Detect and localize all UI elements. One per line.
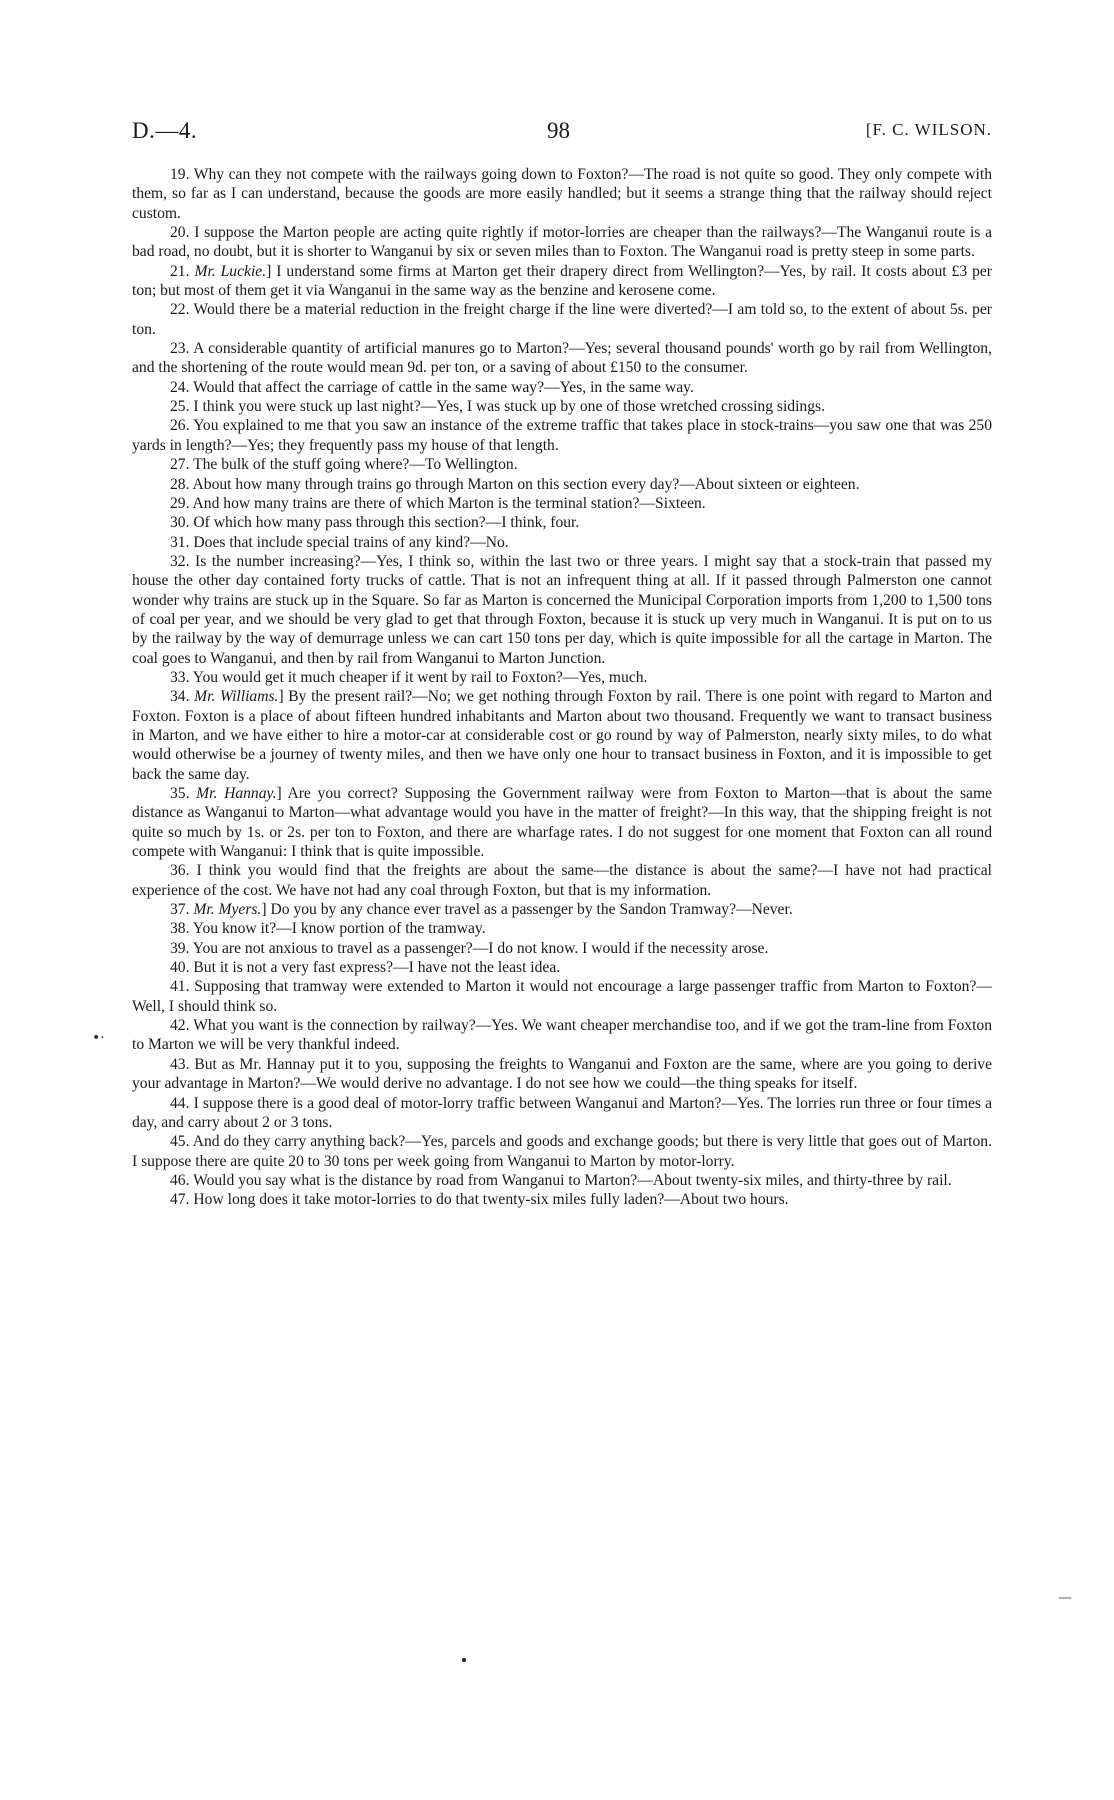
- footer-dot: [462, 1658, 466, 1662]
- question-answer-paragraph: [132, 977, 992, 1016]
- question-answer-paragraph: [132, 262, 992, 301]
- paragraph-text: 46. Would you say what is the distance by road from Wanganui to Marton?—About twenty-six miles, and thirty-three by rail.: [170, 1171, 952, 1189]
- testimony-body: [132, 165, 992, 1210]
- paragraph-text: ] By the present rail?—No; we get nothing through Foxton by rail. There is one point with regard to Marton and Foxton. Foxton is a place of about fifteen hundred inhabitants and Marton about two thousand. Frequently we want to transact business in Marton, and we have either to hire a motor-car at considerable cost or go round by way of Palmerston, nearly sixty miles, to do what would otherwise be a journey of twenty miles, and then we have only one hour to transact business in Foxton, and it is impossible to get back the same day.: [132, 688, 993, 783]
- paragraph-text: 22. Would there be a material reduction in the freight charge if the line were diverted?—I am told so, to the extent of about 5s. per ton.: [132, 301, 992, 338]
- paragraph-text: 38. You know it?—I know portion of the tramway.: [170, 920, 486, 938]
- page-header: [132, 118, 992, 148]
- question-answer-paragraph: [132, 397, 992, 416]
- question-number: 37.: [170, 901, 194, 919]
- question-answer-paragraph: [132, 939, 992, 958]
- paragraph-text: 20. I suppose the Marton people are acting quite rightly if motor-lorries are cheaper than the railways?—The Wanganui route is a bad road, no doubt, but it is shorter to Wanganui by six or seven miles than to Foxton. The Wanganui road is pretty steep in some parts.: [132, 224, 992, 261]
- question-answer-paragraph: [132, 552, 992, 668]
- question-answer-paragraph: [132, 784, 992, 861]
- page-number: 98: [547, 118, 570, 143]
- paragraph-text: 28. About how many through trains go through Marton on this section every day?—About sixteen or eighteen.: [170, 475, 860, 493]
- paragraph-text: 32. Is the number increasing?—Yes, I think so, within the last two or three years. I might say that a stock-train that passed my house the other day contained forty trucks of cattle. That is not an infrequent thing at all. If it passed through Palmerston one cannot wonder why trains are stuck up in the Square. So far as Marton is concerned the Municipal Corporation imports from 1,200 to 1,500 tons of coal per year, and we should be very glad to get that through Foxton, because it is stuck up very much in Wanganui. It is put on to us by the railway by the way of demurrage unless we can cart 150 tons per day, which is quite impossible for all the cartage in Marton. The coal goes to Wanganui, and then by rail from Wanganui to Marton Junction.: [132, 552, 992, 667]
- question-answer-paragraph: [132, 958, 992, 977]
- paragraph-text: 30. Of which how many pass through this section?—I think, four.: [170, 514, 580, 532]
- question-answer-paragraph: [132, 513, 992, 532]
- question-answer-paragraph: [132, 1016, 992, 1055]
- paragraph-text: 45. And do they carry anything back?—Yes, parcels and goods and exchange goods; but there is very little that goes out of Marton. I suppose there are quite 20 to 30 tons per week going from Wanganui to Marton by motor-lorry.: [132, 1133, 992, 1170]
- paragraph-text: 39. You are not anxious to travel as a passenger?—I do not know. I would if the necessity arose.: [170, 939, 769, 957]
- paragraph-text: 29. And how many trains are there of which Marton is the terminal station?—Sixteen.: [170, 494, 706, 512]
- question-answer-paragraph: [132, 339, 992, 378]
- paragraph-text: 24. Would that affect the carriage of cattle in the same way?—Yes, in the same way.: [170, 378, 694, 396]
- speaker-name: Mr. Williams.: [194, 688, 279, 706]
- question-answer-paragraph: [132, 475, 992, 494]
- question-number: 34.: [170, 688, 195, 706]
- paragraph-text: 27. The bulk of the stuff going where?—To Wellington.: [170, 456, 518, 474]
- paragraph-text: ] Do you by any chance ever travel as a passenger by the Sandon Tramway?—Never.: [261, 901, 793, 919]
- paragraph-text: 41. Supposing that tramway were extended to Marton it would not encourage a large passenger traffic from Marton to Foxton?—Well, I should think so.: [132, 978, 992, 1015]
- question-answer-paragraph: [132, 1055, 992, 1094]
- paragraph-text: 40. But it is not a very fast express?—I have not the least idea.: [170, 959, 561, 977]
- question-answer-paragraph: [132, 416, 992, 455]
- paragraph-text: 36. I think you would find that the freights are about the same—the distance is about the same?—I have not had practical experience of the cost. We have not had any coal through Foxton, but that is my information.: [132, 862, 992, 899]
- question-answer-paragraph: [132, 1171, 992, 1190]
- paragraph-text: 47. How long does it take motor-lorries to do that twenty-six miles fully laden?—About two hours.: [170, 1191, 789, 1209]
- paragraph-text: ] I understand some firms at Marton get their drapery direct from Wellington?—Yes, by rail. It costs about £3 per ton; but most of them get it via Wanganui in the same way as the benzine and kerosene come.: [132, 262, 992, 300]
- question-answer-paragraph: [132, 1190, 992, 1209]
- speaker-name: Mr. Myers.: [193, 901, 262, 919]
- question-answer-paragraph: [132, 919, 992, 938]
- speaker-name: Mr. Hannay.: [196, 785, 277, 802]
- paragraph-text: 44. I suppose there is a good deal of motor-lorry traffic between Wanganui and Marton?—Yes. The lorries run three or four times a day, and carry about 2 or 3 tons.: [132, 1094, 992, 1131]
- question-answer-paragraph: [132, 494, 992, 513]
- question-answer-paragraph: [132, 533, 992, 552]
- question-number: 21.: [170, 262, 195, 280]
- witness-name: [F. C. WILSON.: [865, 120, 992, 139]
- question-answer-paragraph: [132, 300, 992, 339]
- question-answer-paragraph: [132, 1132, 992, 1171]
- paragraph-text: 33. You would get it much cheaper if it went by rail to Foxton?—Yes, much.: [170, 668, 648, 686]
- paragraph-text: 25. I think you were stuck up last night?—Yes, I was stuck up by one of those wretched crossing sidings.: [170, 398, 825, 416]
- question-number: 35.: [170, 785, 197, 802]
- question-answer-paragraph: [132, 378, 992, 397]
- paragraph-text: 23. A considerable quantity of artificial manures go to Marton?—Yes; several thousand pounds' worth go by rail from Wellington, and the shortening of the route would mean 9d. per ton, or a saving of about £150 to the consumer.: [132, 340, 992, 377]
- paragraph-text: 26. You explained to me that you saw an instance of the extreme traffic that takes place in stock-trains—you saw one that was 250 yards in length?—Yes; they frequently pass my house of that length.: [132, 417, 992, 454]
- question-answer-paragraph: [132, 223, 992, 262]
- question-answer-paragraph: [132, 687, 992, 784]
- question-answer-paragraph: [132, 1094, 992, 1133]
- paragraph-text: 42. What you want is the connection by railway?—Yes. We want cheaper merchandise too, and if we got the tram-line from Foxton to Marton we will be very thankful indeed.: [132, 1017, 992, 1054]
- document-reference: D.—4.: [132, 118, 198, 143]
- paragraph-text: 43. But as Mr. Hannay put it to you, supposing the freights to Wanganui and Foxton are the same, where are you going to derive your advantage in Marton?—We would derive no advantage. I do not see how we could—the thing speaks for itself.: [132, 1055, 992, 1093]
- speaker-name: Mr. Luckie.: [194, 262, 267, 280]
- paragraph-text: 31. Does that include special trains of any kind?—No.: [170, 533, 509, 551]
- question-answer-paragraph: [132, 455, 992, 474]
- paragraph-text: 19. Why can they not compete with the railways going down to Foxton?—The road is not quite so good. They only compete with them, so far as I can understand, because the goods are more easily handled; but it seems a strange thing that the railway should reject custom.: [132, 166, 992, 222]
- question-answer-paragraph: [132, 900, 992, 919]
- margin-mark: —: [1058, 1590, 1072, 1606]
- margin-mark: •·: [92, 1030, 105, 1046]
- question-answer-paragraph: [132, 668, 992, 687]
- question-answer-paragraph: [132, 861, 992, 900]
- paragraph-text: ] Are you correct? Supposing the Government railway were from Foxton to Marton—that is about the same distance as Wanganui to Marton—what advantage would you have in the matter of freight?—In this way, that the shipping freight is not quite so much by 1s. or 2s. per ton to Foxton, and there are wharfage rates. I do not suggest for one moment that Foxton can all round compete with Wanganui: I think that is quite impossible.: [132, 785, 993, 861]
- question-answer-paragraph: [132, 165, 992, 223]
